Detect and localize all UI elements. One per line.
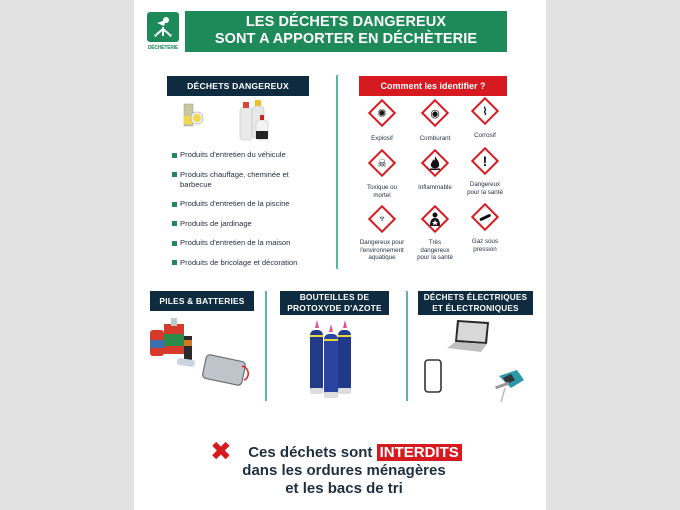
pictogram-flammable: Inflammable	[410, 148, 460, 192]
pictogram-toxic: ☠ Toxique ou mortel	[357, 148, 407, 199]
interdits-badge: INTERDITS	[377, 444, 462, 461]
title-banner	[185, 11, 507, 52]
forbidden-line-1: Ces déchets sont INTERDITS	[204, 444, 484, 462]
flame-icon	[420, 148, 450, 178]
batteries-image	[144, 316, 254, 396]
list-item: Produits d'entretien du véhicule	[172, 150, 332, 160]
pictogram-corrosive: ⌇ Corrosif	[460, 96, 510, 140]
electronics-image	[419, 318, 534, 408]
title-line-2: SONT A APPORTER EN DÉCHÈTERIE	[214, 31, 478, 47]
forbidden-line-3: et les bacs de tri	[285, 480, 403, 497]
title-line-1: LES DÉCHETS DANGEREUX	[245, 14, 447, 30]
logo-text: DÉCHÈTERIE	[147, 45, 179, 51]
identify-label: Comment les identifier ?	[359, 76, 507, 96]
decheterie-logo	[147, 12, 179, 54]
nitrous-oxide-bottles-image	[304, 318, 364, 403]
pictogram-gas: Gaz sous pression	[460, 202, 510, 253]
section-divider	[336, 75, 338, 269]
section-divider	[406, 291, 408, 401]
list-item: Produits d'entretien de la maison	[172, 238, 332, 248]
hazard-products-image	[174, 98, 289, 143]
dangerous-waste-list	[172, 150, 332, 277]
bullet-icon	[172, 241, 177, 246]
pictogram-explosive: ✺ Explosif	[357, 98, 407, 143]
list-item: Produits de jardinage	[172, 219, 332, 229]
gas-cylinder-icon	[470, 202, 500, 232]
bullet-icon	[172, 153, 177, 158]
pictogram-environment: ♆ Dangereux pour l'environnement aquatique	[357, 204, 407, 262]
list-item: Produits chauffage, cheminée et barbecue	[172, 170, 312, 190]
list-item: Produits d'entretien de la piscine	[172, 199, 332, 209]
forbidden-message	[204, 444, 484, 498]
corrosive-icon: ⌇	[482, 105, 488, 118]
list-item: Produits de bricolage et décoration	[172, 258, 332, 268]
pictogram-serious-health: Très dangereux pour la santé	[410, 204, 460, 262]
dead-tree-fish-icon: ♆	[377, 213, 387, 225]
forbidden-line-2: dans les ordures ménagères	[242, 462, 446, 479]
section-divider	[265, 291, 267, 401]
bullet-icon	[172, 172, 177, 177]
bullet-icon	[172, 260, 177, 265]
bullet-icon	[172, 221, 177, 226]
pictogram-health-hazard: ! Dangereux pour la santé	[460, 146, 510, 196]
dangerous-waste-label: DÉCHETS DANGEREUX	[167, 76, 309, 96]
exclamation-icon: !	[482, 153, 488, 169]
oxidizer-icon: ◉	[430, 107, 440, 120]
nitrous-oxide-label: BOUTEILLES DE PROTOXYDE D'AZOTE	[280, 291, 389, 315]
batteries-label: PILES & BATTERIES	[150, 291, 254, 311]
skull-icon: ☠	[377, 157, 387, 170]
health-silhouette-icon	[420, 204, 450, 234]
bullet-icon	[172, 202, 177, 207]
explosive-icon: ✺	[377, 107, 387, 120]
pictogram-oxidizer: ◉ Comburant	[410, 98, 460, 143]
forbidden-x-icon: ✖	[210, 436, 232, 466]
recycling-person-icon	[147, 12, 179, 42]
weee-label: DÉCHETS ÉLECTRIQUES ET ÉLECTRONIQUES	[418, 291, 533, 315]
poster	[134, 0, 546, 510]
